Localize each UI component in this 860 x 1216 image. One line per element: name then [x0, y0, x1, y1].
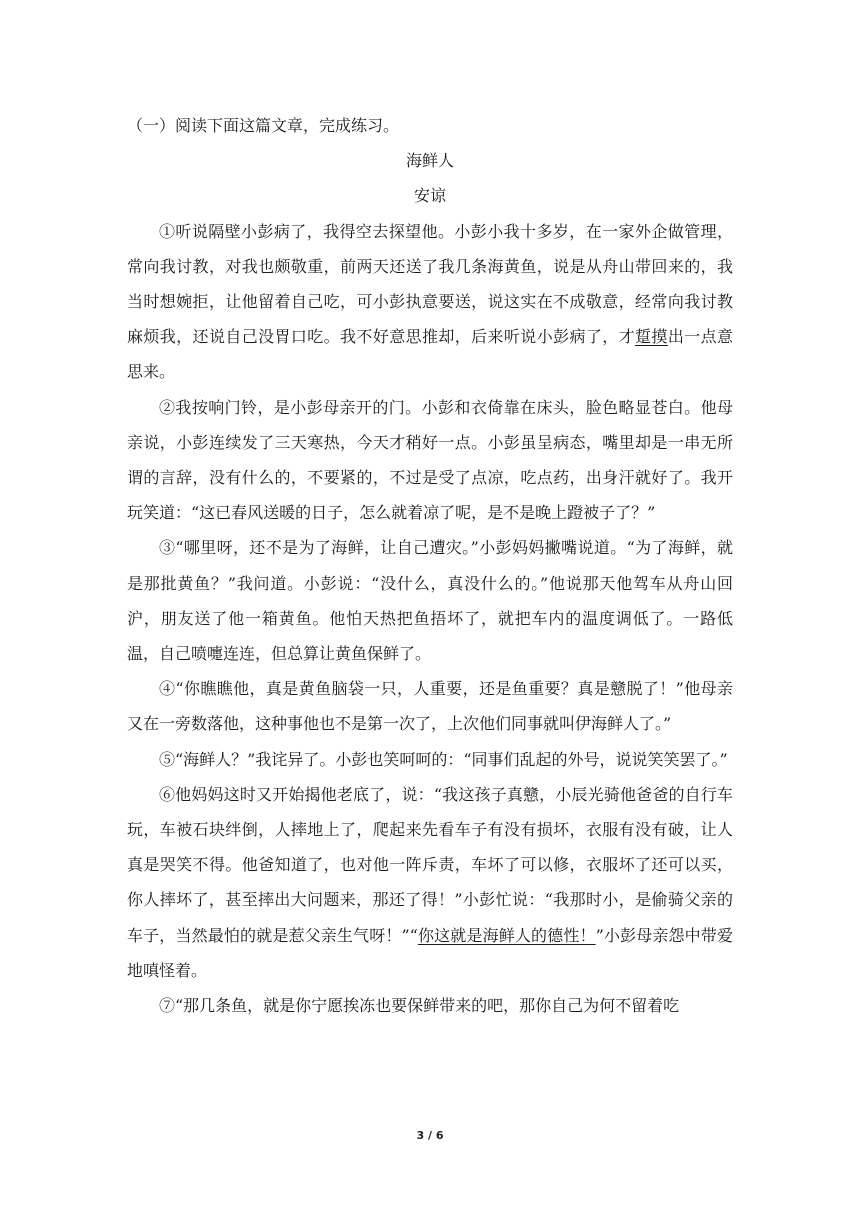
paragraph-text: 出一点意思来。 [127, 327, 733, 382]
paragraph-1 [127, 214, 733, 390]
paragraph-6 [127, 777, 733, 988]
paragraph-7 [127, 988, 733, 1023]
paragraph-text: ”小彭母亲怨中带爱地嗔怪着。 [127, 925, 733, 980]
paragraph-text: ⑦“那几条鱼，就是你宁愿挨冻也要保鲜带来的吧，那你自己为何不留着吃 [159, 996, 680, 1016]
article-author: 安谅 [413, 186, 446, 206]
paragraph-2 [127, 390, 733, 531]
paragraph-text: ①听说隔壁小彭病了，我得空去探望他。小彭小我十多岁，在一家外企做管理，常向我讨教，对我也颇敬重，前两天还送了我几条海黄鱼，说是从舟山带回来的，我当时想婉拒，让他留着自己吃，可小彭执意要送，说这实在不成敬意，经常向我讨教麻烦我，还说自己没胃口吃。我不好意思推却，后来听说小彭病了，才 [127, 221, 733, 347]
document-content [127, 108, 733, 1023]
paragraph-text: ④“你瞧瞧他，真是黄鱼脑袋一只，人重要，还是鱼重要？真是戆脱了！”他母亲又在一旁数落他，这种事他也不是第一次了，上次他们同事就叫伊海鲜人了。” [127, 679, 733, 734]
paragraph-text: ②我按响门铃，是小彭母亲开的门。小彭和衣倚靠在床头，脸色略显苍白。他母亲说，小彭连续发了三天寒热，今天才稍好一点。小彭虽呈病态，嘴里却是一串无所谓的言辞，没有什么的，不要紧的，不过是受了点凉，吃点药，出身汗就好了。我开玩笑道：“这已春风送暖的日子，怎么就着凉了呢，是不是晚上蹬被子了？” [127, 397, 733, 523]
paragraph-text: ⑤“海鲜人？”我诧异了。小彭也笑呵呵的：“同事们乱起的外号，说说笑笑罢了。” [159, 749, 728, 769]
paragraph-3 [127, 530, 733, 671]
paragraph-5 [127, 742, 733, 777]
underlined-sentence: 你这就是海鲜人的德性！ [417, 925, 596, 945]
paragraph-text: ⑥他妈妈这时又开始揭他老底了，说：“我这孩子真戆，小辰光骑他爸爸的自行车玩，车被石块绊倒，人摔地上了，爬起来先看车子有没有损坏，衣服有没有破，让人真是哭笑不得。他爸知道了，也对他一阵斥责，车坏了可以修，衣服坏了还可以买，你人摔坏了，甚至摔出大问题来，那还了得！”小彭忙说：“我那时小，是偷骑父亲的车子，当然最怕的就是惹父亲生气呀！”“ [127, 784, 733, 945]
paragraph-text: ③“哪里呀，还不是为了海鲜，让自己遭灾。”小彭妈妈撇嘴说道。“为了海鲜，就是那批黄鱼？”我问道。小彭说：“没什么，真没什么的。”他说那天他驾车从舟山回沪，朋友送了他一箱黄鱼。他怕天热把鱼捂坏了，就把车内的温度调低了。一路低温，自己喷嚏连连，但总算让黄鱼保鲜了。 [127, 538, 733, 664]
section-intro: （一）阅读下面这篇文章，完成练习。 [127, 116, 400, 135]
page-number: 3 / 6 [416, 1129, 444, 1142]
paragraph-4 [127, 671, 733, 741]
underlined-word: 踅摸 [635, 327, 668, 347]
article-title: 海鲜人 [405, 151, 454, 171]
